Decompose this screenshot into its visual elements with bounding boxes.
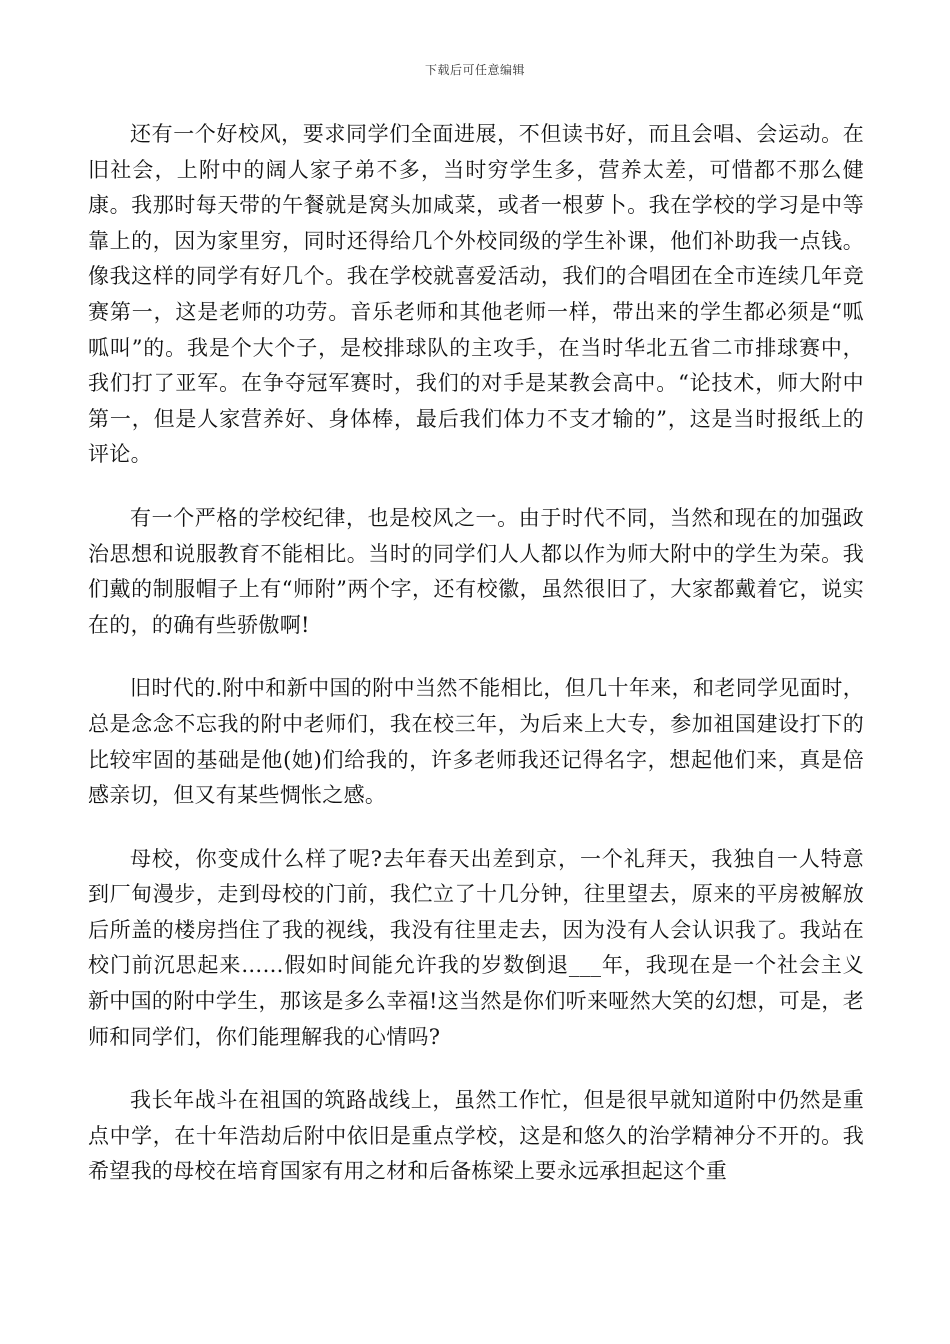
paragraph-old-teachers: 旧时代的.附中和新中国的附中当然不能相比，但几十年来，和老同学见面时，总是念念不忘我的附中老师们，我在校三年，为后来上大专，参加祖国建设打下的比较牢固的基础是他(她)们给我的，许多老师我还记得名字，想起他们来，真是倍感亲切，但又有某些惆怅之感。 [88, 676, 864, 808]
paragraph-school-discipline: 有一个严格的学校纪律，也是校风之一。由于时代不同，当然和现在的加强政治思想和说服教育不能相比。当时的同学们人人都以作为师大附中的学生为荣。我们戴的制服帽子上有“师附”两个字，还有校徽，虽然很旧了，大家都戴着它，说实在的，的确有些骄傲啊! [88, 505, 864, 637]
page-header: 下载后可任意编辑 [424, 63, 525, 77]
paragraph-alma-mater-visit: 母校，你变成什么样了呢?去年春天出差到京，一个礼拜天，我独自一人特意到厂甸漫步，走到母校的门前，我伫立了十几分钟，往里望去，原来的平房被解放后所盖的楼房挡住了我的视线，我没有往里走去，因为没有人会认识我了。我站在校门前沉思起来……假如时间能允许我的岁数倒退___年，我现在是一个社会主义新中国的附中学生，那该是多么幸福!这当然是你们听来哑然大笑的幻想，可是，老师和同学们，你们能理解我的心情吗? [88, 846, 864, 1049]
document-body [88, 117, 864, 1218]
paragraph-road-building: 我长年战斗在祖国的筑路战线上，虽然工作忙，但是很早就知道附中仍然是重点中学，在十年浩劫后附中依旧是重点学校，这是和悠久的治学精神分不开的。我希望我的母校在培育国家有用之材和后备栋梁上要永远承担起这个重 [88, 1088, 864, 1184]
paragraph-school-spirit: 还有一个好校风，要求同学们全面进展，不但读书好，而且会唱、会运动。在旧社会，上附中的阔人家子弟不多，当时穷学生多，营养太差，可惜都不那么健康。我那时每天带的午餐就是窝头加咸菜，或者一根萝卜。我在学校的学习是中等靠上的，因为家里穷，同时还得给几个外校同级的学生补课，他们补助我一点钱。像我这样的同学有好几个。我在学校就喜爱活动，我们的合唱团在全市连续几年竞赛第一，这是老师的功劳。音乐老师和其他老师一样，带出来的学生都必须是“呱呱叫”的。我是个大个子，是校排球队的主攻手，在当时华北五省二市排球赛中，我们打了亚军。在争夺冠军赛时，我们的对手是某教会高中。“论技术，师大附中第一，但是人家营养好、身体棒，最后我们体力不支才输的”，这是当时报纸上的评论。 [88, 122, 864, 467]
